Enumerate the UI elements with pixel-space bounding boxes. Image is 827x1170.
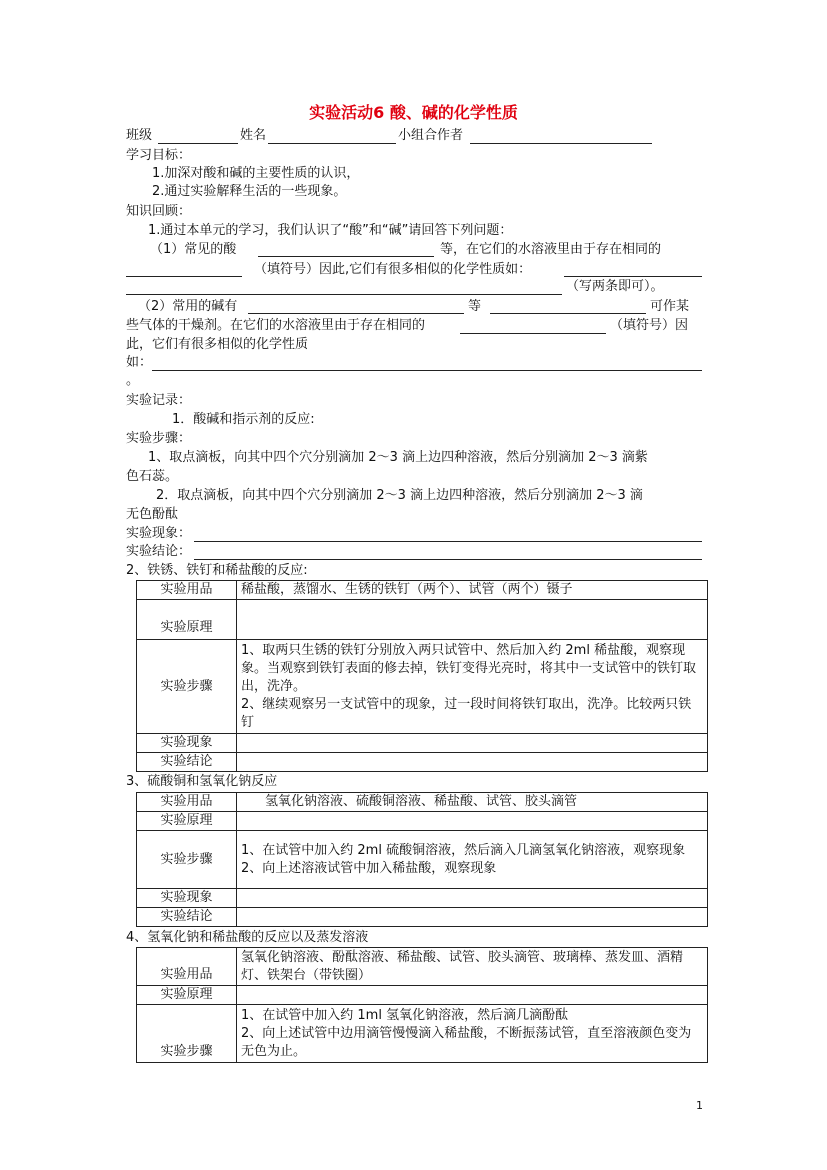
page-number: 1 [696,1099,703,1112]
phenomenon-label: 实验现象： [126,526,192,541]
step2-line-a: 2．取点滴板，向其中四个穴分别滴加 2～3 滴上边四种溶液，然后分别滴加 2～3 滴 [156,488,643,503]
q2-blank-4[interactable] [152,370,702,371]
q1-text-d: （写两条即可）。 [566,279,664,294]
conclusion-blank[interactable] [194,559,702,560]
q2-end: 。 [126,373,140,388]
section3-heading: 3、硫酸铜和氢氧化钠反应 [126,774,278,789]
q2-text-e: （填符号）因 [610,318,689,333]
row-content[interactable] [237,1005,708,1063]
step-text: 2、继续观察另一支试管中的现象，过一段时间将铁钉取出，洗净。比较两只铁钉 [241,696,692,730]
review-heading: 知识回顾： [126,204,192,219]
table-row [137,640,708,734]
row-label: 实验结论 [137,908,237,927]
section2-table [136,580,708,772]
q1-blank-1[interactable] [258,256,434,257]
section2-heading: 2、铁锈、铁钉和稀盐酸的反应: [126,563,308,578]
record-sub1: 1．酸碱和指示剂的反应: [172,412,315,427]
table-row [137,1005,708,1063]
conclusion-label: 实验结论： [126,544,192,559]
partner-label: 小组合作者 [398,128,464,143]
section3-table [136,792,708,927]
table-row [137,753,708,772]
goal-item: 1.加深对酸和碱的主要性质的认识， [152,166,360,181]
q2-blank-2[interactable] [490,313,646,314]
row-label: 实验步骤 [137,1005,237,1063]
table-row [137,600,708,640]
row-label: 实验用品 [137,793,237,812]
phenomenon-blank[interactable] [194,541,702,542]
step-text: 1、取两只生锈的铁钉分别放入两只试管中、然后加入约 2ml 稀盐酸，观察现象。当观察到铁钉表面的修去掉，铁钉变得光亮时，将其中一支试管中的铁钉取出，洗净。 [241,642,697,694]
step-text: 1、在试管中加入约 2ml 硫酸铜溶液，然后滴入几滴氢氧化钠溶液，观察现象 [241,842,686,858]
section4-heading: 4、氢氧化钠和稀盐酸的反应以及蒸发溶液 [126,930,369,945]
review-intro: 1.通过本单元的学习，我们认识了“酸”和“碱”请回答下列问题： [148,223,513,238]
class-blank[interactable] [158,143,238,144]
q2-text-c: 可作某 [650,299,690,314]
goals-heading: 学习目标： [126,148,192,163]
q1-text-c: （填符号）因此,它们有很多相似的化学性质如： [254,262,532,277]
q2-blank-3[interactable] [460,333,606,334]
row-label: 实验用品 [137,948,237,986]
partner-blank[interactable] [470,143,652,144]
row-label: 实验原理 [137,986,237,1005]
row-label: 实验结论 [137,753,237,772]
step1-line-a: 1、取点滴板，向其中四个穴分别滴加 2～3 滴上边四种溶液，然后分别滴加 2～3 滴紫 [148,450,648,465]
row-content[interactable] [237,831,708,889]
row-label: 实验步骤 [137,831,237,889]
row-label: 实验现象 [137,889,237,908]
step-text: 2、向上述试管中边用滴管慢慢滴入稀盐酸，不断振荡试管，直至溶液颜色变为无色为止。 [241,1025,692,1059]
table-row [137,831,708,889]
row-content[interactable] [237,908,708,927]
steps-label: 实验步骤： [126,431,192,446]
step-text: 2、向上述溶液试管中加入稀盐酸，观察现象 [241,860,497,876]
row-content[interactable]: 氢氧化钠溶液、酚酞溶液、稀盐酸、试管、胶头滴管、玻璃棒、蒸发皿、酒精灯、铁架台（带铁圈） [237,948,708,986]
q2-text-a: （2）常用的碱有 [138,299,238,314]
q2-text-f: 此，它们有很多相似的化学性质 [126,337,309,352]
q1-text-b: 等，在它们的水溶液里由于存在相同的 [440,242,662,257]
row-label: 实验现象 [137,734,237,753]
row-label: 实验步骤 [137,640,237,734]
row-label: 实验原理 [137,812,237,831]
name-label: 姓名 [240,128,267,143]
table-row [137,581,708,600]
row-content[interactable] [237,753,708,772]
table-row [137,812,708,831]
q1-blank-4[interactable] [126,294,562,295]
q2-text-b: 等 [468,299,482,314]
table-row [137,793,708,812]
step2-line-b: 无色酚酞 [126,507,179,522]
table-row [137,986,708,1005]
row-content[interactable] [237,734,708,753]
row-label: 实验用品 [137,581,237,600]
step1-line-b: 色石蕊。 [126,469,179,484]
row-content[interactable]: 稀盐酸，蒸馏水、生锈的铁钉（两个）、试管（两个）镊子 [237,581,708,600]
q2-text-d: 些气体的干燥剂。在它们的水溶液里由于存在相同的 [126,318,426,333]
q2-blank-1[interactable] [248,313,464,314]
row-content[interactable] [237,640,708,734]
row-content[interactable] [237,600,708,640]
q2-text-g: 如： [126,355,153,370]
row-content[interactable] [237,986,708,1005]
section4-table [136,947,708,1063]
row-content[interactable] [237,812,708,831]
table-row [137,908,708,927]
q1-text-a: （1）常见的酸 [150,242,237,257]
class-label: 班级 [126,128,153,143]
table-row [137,734,708,753]
step-text: 1、在试管中加入约 1ml 氢氧化钠溶液，然后滴几滴酚酞 [241,1007,569,1023]
page-title: 实验活动6 酸、碱的化学性质 [309,103,518,122]
table-row [137,948,708,986]
name-blank[interactable] [268,143,396,144]
q1-blank-2[interactable] [126,276,242,277]
row-content[interactable] [237,889,708,908]
table-row [137,889,708,908]
row-content[interactable]: 氢氧化钠溶液、硫酸铜溶液、稀盐酸、试管、胶头滴管 [237,793,708,812]
goal-item: 2.通过实验解释生活的一些现象。 [152,184,347,199]
record-heading: 实验记录： [126,393,192,408]
row-label: 实验原理 [137,600,237,640]
